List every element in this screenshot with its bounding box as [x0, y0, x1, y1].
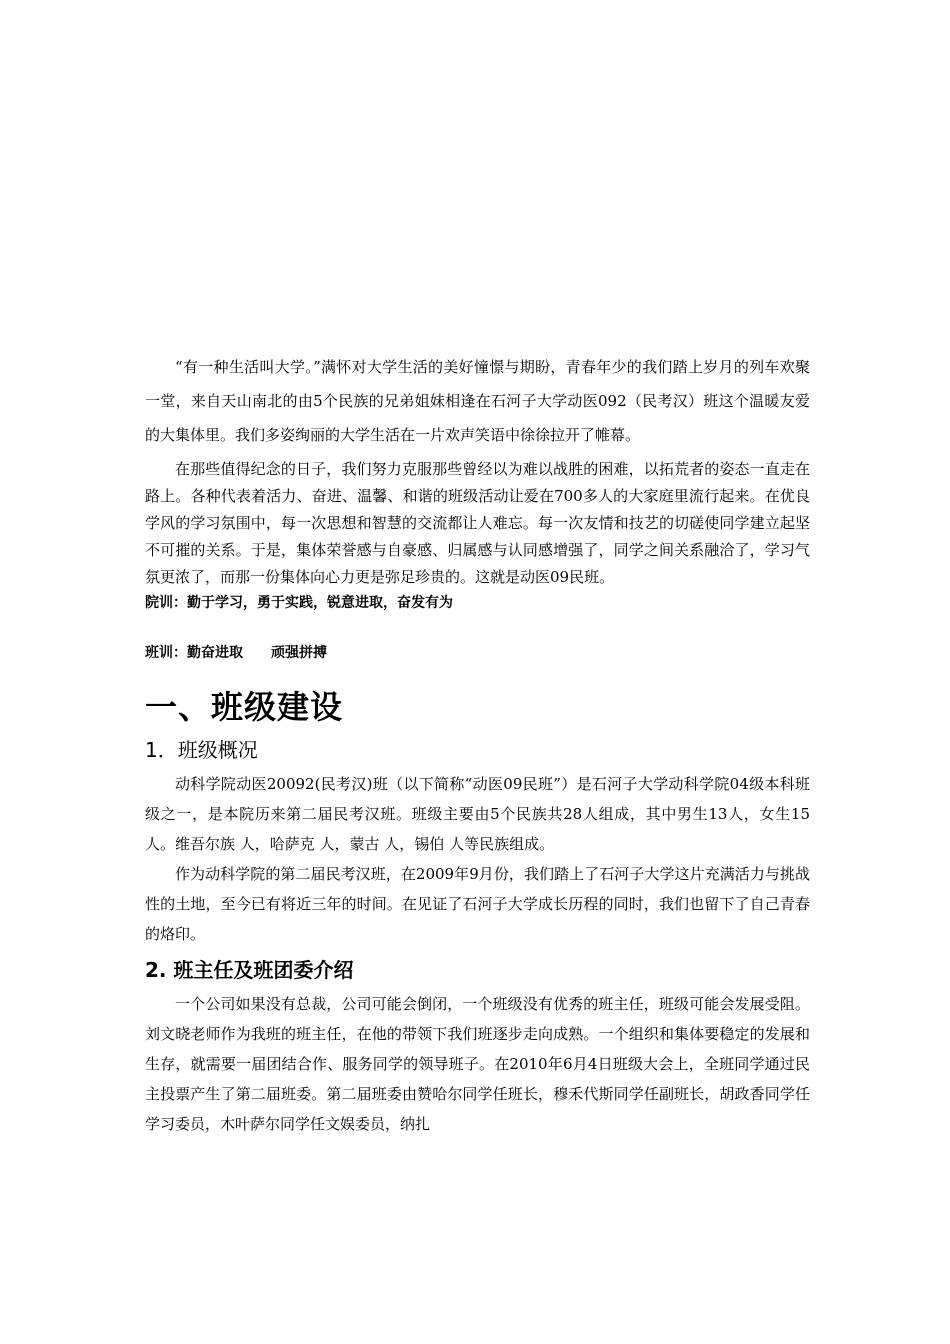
intro-paragraph-1: “有一种生活叫大学。”满怀对大学生活的美好憧憬与期盼，青春年少的我们踏上岁月的列车欢聚一堂，来自天山南北的由5个民族的兄弟姐妹相逢在石河子大学动医092（民考汉）班这个温暖友爱的大集体里。我们多姿绚丽的大学生活在一片欢声笑语中徐徐拉开了帷幕。: [145, 358, 810, 444]
section-heading-class-building: 一、班级建设: [145, 688, 344, 726]
college-motto: 院训：勤于学习，勇于实践，锐意进取，奋发有为: [145, 595, 453, 611]
class-motto: 班训：勤奋进取 顽强拼搏: [145, 645, 327, 661]
overview-paragraph-2: 作为动科学院的第二届民考汉班，在2009年9月份，我们踏上了石河子大学这片充满活力与挑战性的土地，至今已有将近三年的时间。在见证了石河子大学成长历程的同时，我们也留下了自己青春的烙印。: [145, 865, 810, 943]
committee-paragraph-1: 一个公司如果没有总裁，公司可能会倒闭，一个班级没有优秀的班主任，班级可能会发展受阻。刘文晓老师作为我班的班主任，在他的带领下我们班逐步走向成熟。一个组织和集体要稳定的发展和生存，就需要一届团结合作、服务同学的领导班子。在2010年6月4日班级大会上，全班同学通过民主投票产生了第二届班委。第二届班委由赞哈尔同学任班长，穆禾代斯同学任副班长，胡政香同学任学习委员，木叶萨尔同学任文娱委员，纳扎: [145, 995, 810, 1133]
document-page: [145, 350, 810, 1139]
subsection-heading-class-committee: 2. 班主任及班团委介绍: [145, 958, 354, 982]
intro-paragraph-2: 在那些值得纪念的日子，我们努力克服那些曾经以为难以战胜的困难，以拓荒者的姿态一直走在路上。各种代表着活力、奋进、温馨、和谐的班级活动让爱在700多人的大家庭里流行起来。在优良学风的学习氛围中，每一次思想和智慧的交流都让人难忘。每一次友情和技艺的切磋使同学建立起坚不可摧的关系。于是，集体荣誉感与自豪感、归属感与认同感增强了，同学之间关系融洽了，学习气氛更浓了，而那一份集体向心力更是弥足珍贵的。这就是动医09民班。: [145, 460, 810, 586]
overview-paragraph-1: 动科学院动医20092(民考汉)班（以下简称“动医09民班”）是石河子大学动科学院04级本科班级之一，是本院历来第二届民考汉班。班级主要由5个民族共28人组成，其中男生13人，女生15人。维吾尔族 人，哈萨克 人，蒙古 人，锡伯 人等民族组成。: [145, 775, 810, 853]
subsection-heading-class-overview: 1．班级概况: [145, 738, 258, 762]
